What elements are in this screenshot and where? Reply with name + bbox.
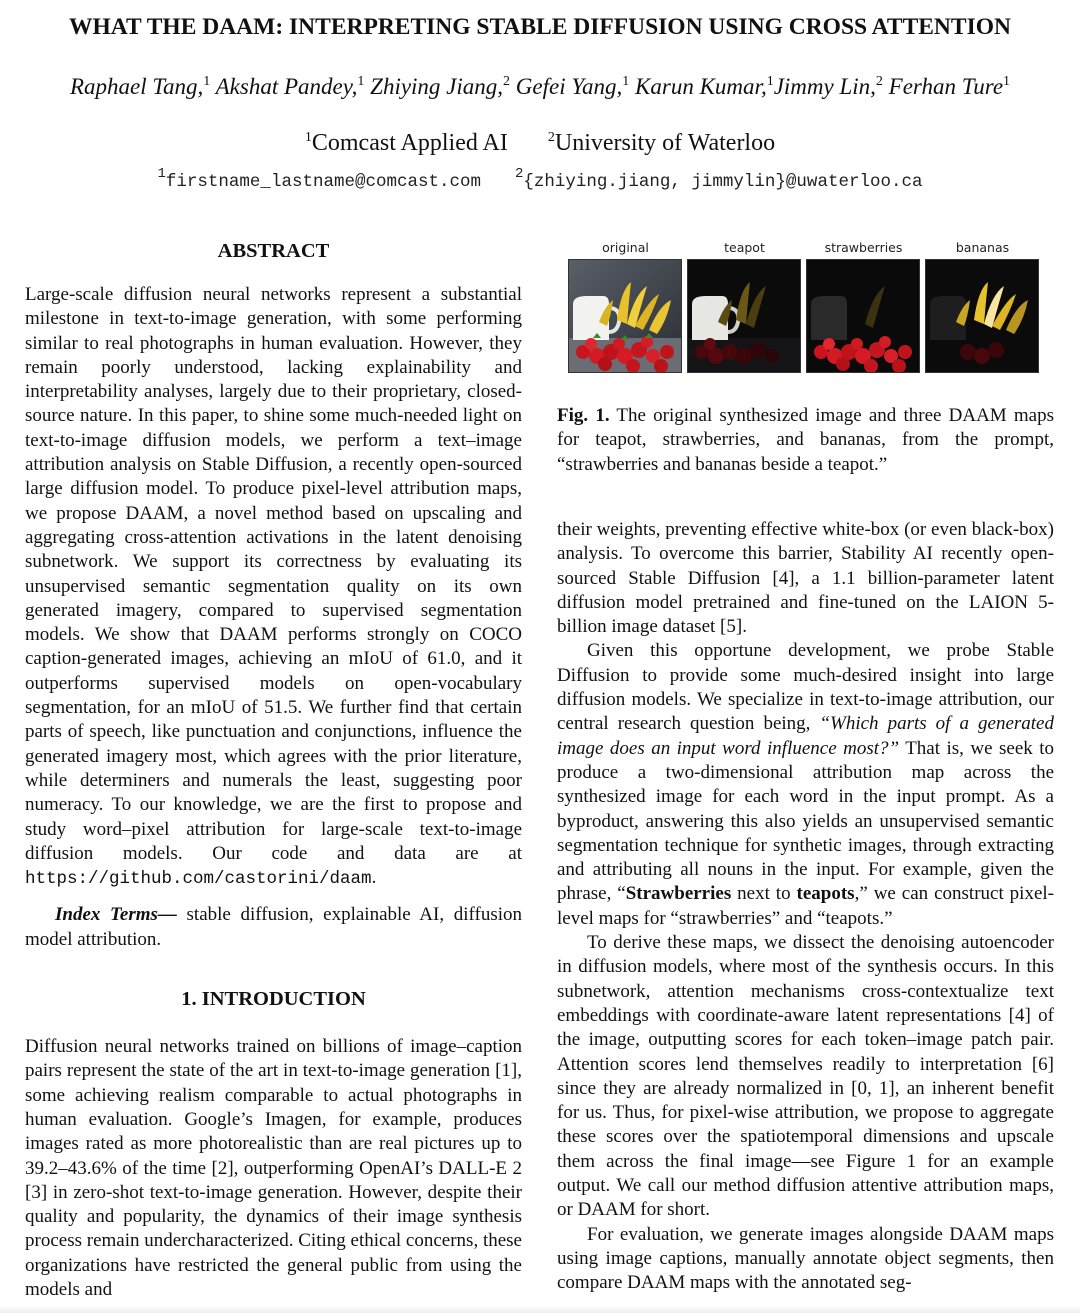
teapot-daam-map-image	[688, 260, 801, 373]
strawberries-daam-map-image	[807, 260, 920, 373]
bold-term-strawberries: Strawberries	[625, 883, 732, 905]
figure-panels	[568, 259, 1040, 374]
strawberries-map-panel	[806, 259, 920, 373]
bananas-map-panel	[925, 259, 1039, 373]
right-column	[557, 518, 1054, 1296]
paragraph-method: To derive these maps, we dissect the denoising autoencoder in diffusion models, where most of the synthesis occurs. In this subnetwork, attention mechanisms cross-contextualize text embeddings with coordinate-aware latent representations [4] of the image, outputting scores for each token–image patch pair. Attention scores lend themselves readily to interpretation [6] since they are already normalized in [0, 1], an inherent benefit for us. Thus, for pixel-wise attribution, we propose to aggregate these scores over the spatiotemporal dimensions and upscale them across the final image—see Figure 1 for an example output. We call our method diffusion attentive attribution maps, or DAAM for short.	[557, 932, 1054, 1221]
paragraph-text: next to	[731, 883, 797, 905]
panel-label-bananas: bananas	[955, 240, 1010, 255]
paper-title: WHAT THE DAAM: INTERPRETING STABLE DIFFUSION USING CROSS ATTENTION	[69, 14, 1011, 40]
introduction-heading: 1. INTRODUCTION	[181, 988, 366, 1011]
index-terms-label: Index Terms—	[55, 904, 177, 926]
figure-caption-text: The original synthesized image and three DAAM maps for teapot, strawberries, and bananas, from the prompt, “strawberries and bananas beside a teapot.”	[557, 405, 1054, 475]
author-name: Ferhan Ture	[888, 74, 1004, 99]
author-affiliation-mark: 1	[766, 74, 774, 89]
research-question-quote: “Which parts of a generated image does an input word influence most?”	[557, 713, 1054, 759]
page-bottom-edge	[0, 1305, 1080, 1313]
email-affiliation-number: 1	[157, 166, 166, 182]
panel-label-teapot: teapot	[724, 240, 765, 255]
author-affiliation-mark: 1	[357, 74, 365, 89]
paragraph-text: ,” we can construct pixel-level maps for “strawberries” and “teapots.”	[557, 883, 1054, 929]
original-photo-image	[569, 260, 682, 373]
abstract-text	[25, 283, 522, 891]
paragraph-text: Given this opportune development, we probe Stable Diffusion to provide some much-desired insight into large diffusion models. We specialize in text-to-image attribution, our central research question being,	[557, 640, 1054, 735]
email-address: {zhiying.jiang, jimmylin}@uwaterloo.ca	[523, 172, 923, 192]
continued-paragraph: their weights, preventing effective white-box (or even black-box) analysis. To overcome this barrier, Stability AI recently open-sourced Stable Diffusion [4], a 1.1 billion-parameter latent diffusion model pretrained and fine-tuned on the LAION 5-billion image dataset [5].	[557, 519, 1054, 638]
panel-label-original: original	[602, 240, 649, 255]
figure-caption-label: Fig. 1.	[557, 405, 610, 426]
affiliations	[0, 130, 1080, 157]
figure-panel-labels	[568, 240, 1040, 258]
abstract-heading: ABSTRACT	[217, 240, 330, 262]
abstract-body: Large-scale diffusion neural networks represent a substantial milestone in text-to-image generation, with some performing similar to real photographs in human evaluation. However, they remain poorly understood, lacking explainability and interpretability analyses, largely due to their proprietary, closed-source nature. In this paper, to shine some much-needed light on text-to-image diffusion models, we perform a text–image attribution analysis on Stable Diffusion, a recently open-sourced large diffusion model. To produce pixel-level attribution maps, we propose DAAM, a novel method based on upscaling and aggregating cross-attention activations in the latent denoising subnetwork. We support its correctness by evaluating its unsupervised semantic segmentation quality on its own generated imagery, compared to supervised segmentation models. We show that DAAM performs strongly on COCO caption-generated images, achieving an mIoU of 61.0, and it outperforms supervised models on open-vocabulary segmentation, for an mIoU of 51.5. We further find that certain parts of speech, like punctuation and conjunctions, influence the generated imagery most, which agrees with the prior literature, while determiners and numerals the least, suggesting poor numeracy. To our knowledge, we are the first to propose and study word–pixel attribution for large-scale text-to-image diffusion models. Our code and data are at	[25, 284, 522, 864]
code-url-link[interactable]: https://github.com/castorini/daam	[25, 869, 372, 890]
paragraph-text: That is, we seek to produce a two-dimensional attribution map across the synthesized image for each word in the input prompt. As a byproduct, answering this also yields an unsupervised semantic segmentation technique for synthetic images, through extracting and attributing all nouns in the input. For example, given the phrase, “	[557, 737, 1054, 905]
teapot-map-panel	[687, 259, 801, 373]
author-name: Akshat Pandey,	[215, 74, 358, 99]
original-image-panel	[568, 259, 682, 373]
author-affiliation-mark: 1	[1003, 74, 1011, 89]
affiliation-name: Comcast Applied AI	[311, 130, 508, 156]
author-affiliation-mark: 2	[875, 74, 883, 89]
author-emails	[0, 166, 1080, 192]
paragraph-evaluation: For evaluation, we generate images alongside DAAM maps using image captions, manually annotate object segments, then compare DAAM maps with the annotated seg-	[557, 1223, 1054, 1294]
email-address: firstname_lastname@comcast.com	[165, 172, 481, 192]
author-name: Gefei Yang,	[515, 74, 623, 99]
left-column	[25, 240, 522, 1302]
author-name: Raphael Tang,	[69, 74, 204, 99]
author-list	[0, 74, 1080, 100]
bananas-daam-map-image	[926, 260, 1039, 373]
abstract-end-period: .	[371, 867, 377, 889]
email-affiliation-number: 2	[514, 166, 524, 182]
paragraph-research-question	[557, 639, 1054, 931]
index-terms-text: stable diffusion, explainable AI, diffusion model attribution.	[25, 904, 522, 950]
author-affiliation-mark: 1	[203, 74, 211, 89]
author-affiliation-mark: 2	[503, 74, 511, 89]
affiliation-name: University of Waterloo	[554, 130, 776, 156]
author-name: Zhiying Jiang,	[370, 74, 504, 99]
author-name: Jimmy Lin,	[773, 74, 876, 99]
author-name: Karun Kumar,	[635, 74, 767, 99]
bold-term-teapots: teapots	[796, 883, 855, 905]
introduction-paragraph: Diffusion neural networks trained on billions of image–caption pairs represent the state of the art in text-to-image generation [1], some achieving realism comparable to actual photographs in human evaluation. Google’s Imagen, for example, produces images rated as more photorealistic than are real pictures up to 39.2–43.6% of the time [2], outperforming OpenAI’s DALL-E 2 [3] in zero-shot text-to-image generation. However, despite their quality and popularity, the dynamics of their image synthesis process remain undercharacterized. Citing ethical concerns, these organizations have restricted the general public from using the models and	[25, 1036, 522, 1300]
panel-label-strawberries: strawberries	[824, 240, 903, 255]
figure-1	[568, 240, 1040, 374]
affiliation-number: 2	[547, 130, 555, 145]
index-terms	[25, 903, 522, 952]
affiliation-number: 1	[304, 130, 312, 145]
author-affiliation-mark: 1	[622, 74, 630, 89]
figure-caption	[557, 404, 1054, 477]
